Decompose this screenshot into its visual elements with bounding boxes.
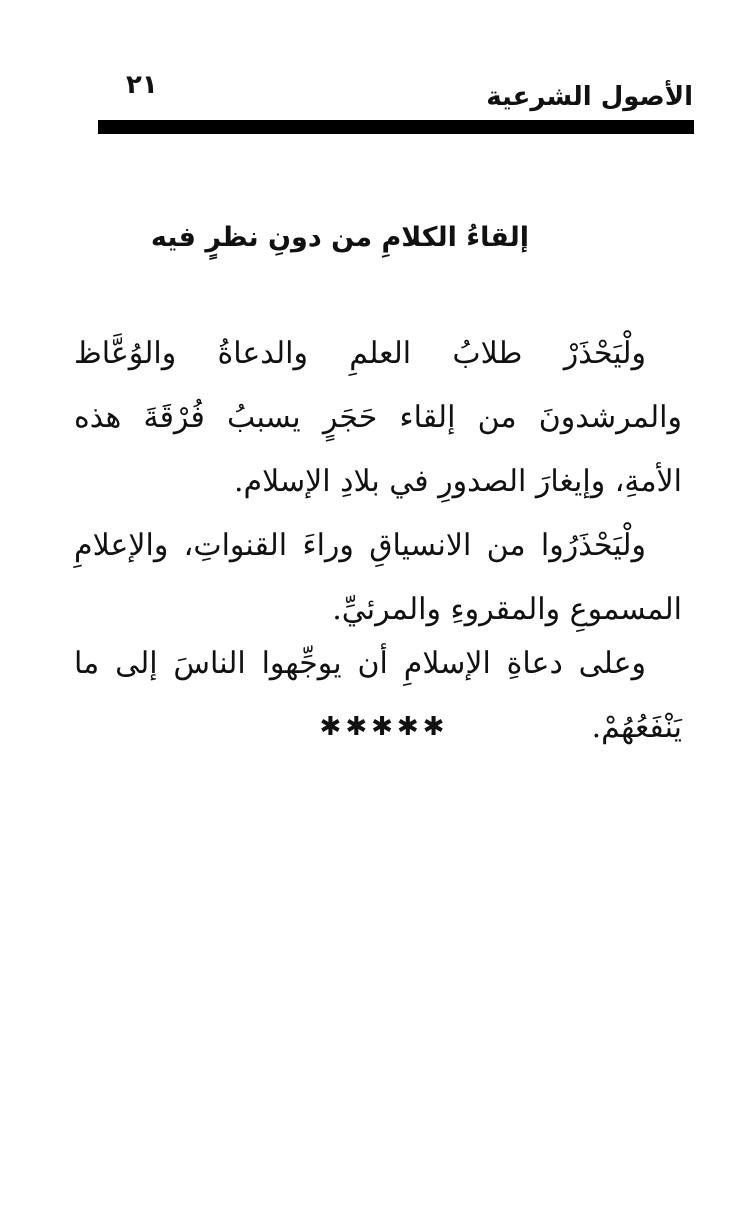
section-title: إلقاءُ الكلامِ من دونِ نظرٍ فيه bbox=[150, 222, 530, 253]
section-separator: ✱✱✱✱✱ bbox=[319, 712, 449, 742]
paragraph-1: ولْيَحْذَرْ طلابُ العلمِ والدعاةُ والوُعَّاظ والمرشدونَ من إلقاء حَجَرٍ يسببُ فُرْقَةَ هذه الأمةِ، وإيغارَ الصدورِ في بلادِ الإسلام. bbox=[74, 336, 682, 499]
page-number: ٢١ bbox=[126, 70, 158, 100]
header-rule bbox=[98, 120, 694, 134]
paragraph-2: ولْيَحْذَرُوا من الانسياقِ وراءَ القنواتِ، والإعلامِ المسموعِ والمقروءِ والمرئيِّ. bbox=[74, 528, 682, 627]
running-header-title: الأصول الشرعية bbox=[486, 82, 693, 112]
paragraph-3: وعلى دعاةِ الإسلامِ أن يوجِّهوا الناسَ إلى ما يَنْفَعُهُمْ. bbox=[74, 646, 682, 745]
